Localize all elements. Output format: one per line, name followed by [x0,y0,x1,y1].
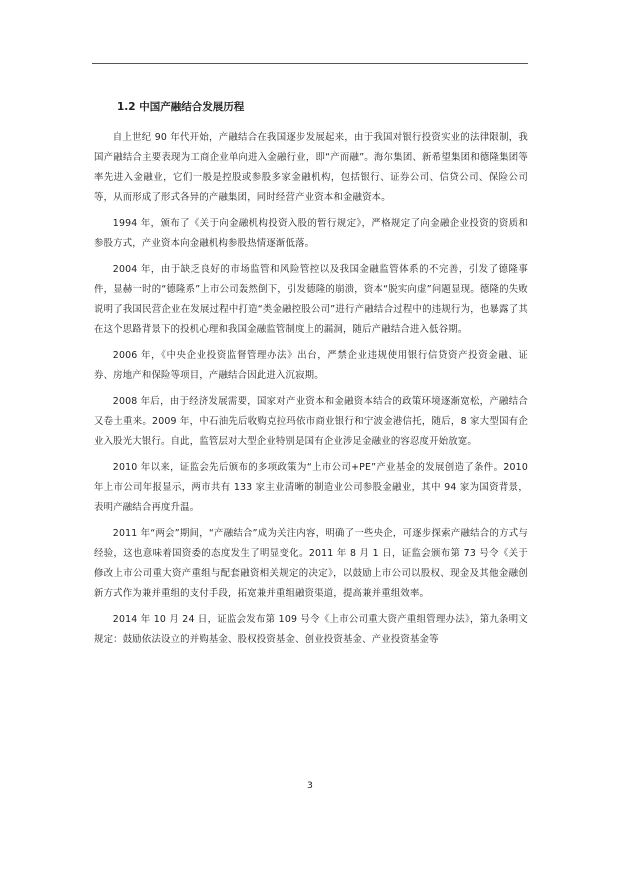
page-body [94,100,528,656]
paragraph: 2010 年以来，证监会先后颁布的多项政策为“上市公司+PE”产业基金的发展创造了条件。2010 年上市公司年报显示，两市共有 133 家主业清晰的制造业公司参股金融业，其中 94 家为国资背景，表明产融结合再度升温。 [94,462,528,513]
header-rule [92,63,528,64]
paragraph: 2008 年后，由于经济发展需要，国家对产业资本和金融资本结合的政策环境逐渐宽松，产融结合又卷土重来。2009 年，中石油先后收购克拉玛依市商业银行和宁波金港信托，随后，8 家大型国有企业入股光大银行。自此，监管层对大型企业特别是国有企业涉足金融业的容忍度开始放宽。 [94,396,528,447]
paragraph: 2004 年，由于缺乏良好的市场监管和风险管控以及我国金融监管体系的不完善，引发了德隆事件，显赫一时的“德隆系”上市公司轰然倒下，引发德隆的崩溃，资本“脱实向虚”问题显现。德隆的失败说明了我国民营企业在发展过程中打造“类金融控股公司”进行产融结合过程中的违规行为，也暴露了其在这个思路背景下的投机心理和我国金融监管制度上的漏洞，随后产融结合进入低谷期。 [94,264,528,335]
section-heading: 1.2 中国产融结合发展历程 [117,101,245,113]
page-number: 3 [307,781,313,791]
paragraph: 2011 年“两会”期间，“产融结合”成为关注内容，明确了一些央企，可逐步探索产融结合的方式与经验，这也意味着国资委的态度发生了明显变化。2011 年 8 月 1 日，证监会颁布第 73 号令《关于修改上市公司重大资产重组与配套融资相关规定的决定》，以鼓励上市公司以股权、现金及其他金融创新方式作为兼并重组的支付手段，拓宽兼并重组融资渠道，提高兼并重组效率。 [94,528,528,599]
paragraph: 1994 年，颁布了《关于向金融机构投资入股的暂行规定》，严格规定了向金融企业投资的资质和参股方式，产业资本向金融机构参股热情逐渐低落。 [94,218,528,249]
paragraph: 2014 年 10 月 24 日，证监会发布第 109 号令《上市公司重大资产重组管理办法》，第九条明文规定：鼓励依法设立的并购基金、股权投资基金、创业投资基金、产业投资基金等 [94,614,528,645]
paragraph: 自上世纪 90 年代开始，产融结合在我国逐步发展起来，由于我国对银行投资实业的法律限制，我国产融结合主要表现为工商企业单向进入金融行业，即“产而融”。海尔集团、新希望集团和德隆集团等率先进入金融业，它们一般是控股或参股多家金融机构，包括银行、证券公司、信贷公司、保险公司等，从而形成了形式各异的产融集团，同时经营产业资本和金融资本。 [94,132,528,203]
paragraph: 2006 年，《中央企业投资监督管理办法》出台，严禁企业违规使用银行信贷资产投资金融、证券、房地产和保险等项目，产融结合因此进入沉寂期。 [94,350,528,381]
